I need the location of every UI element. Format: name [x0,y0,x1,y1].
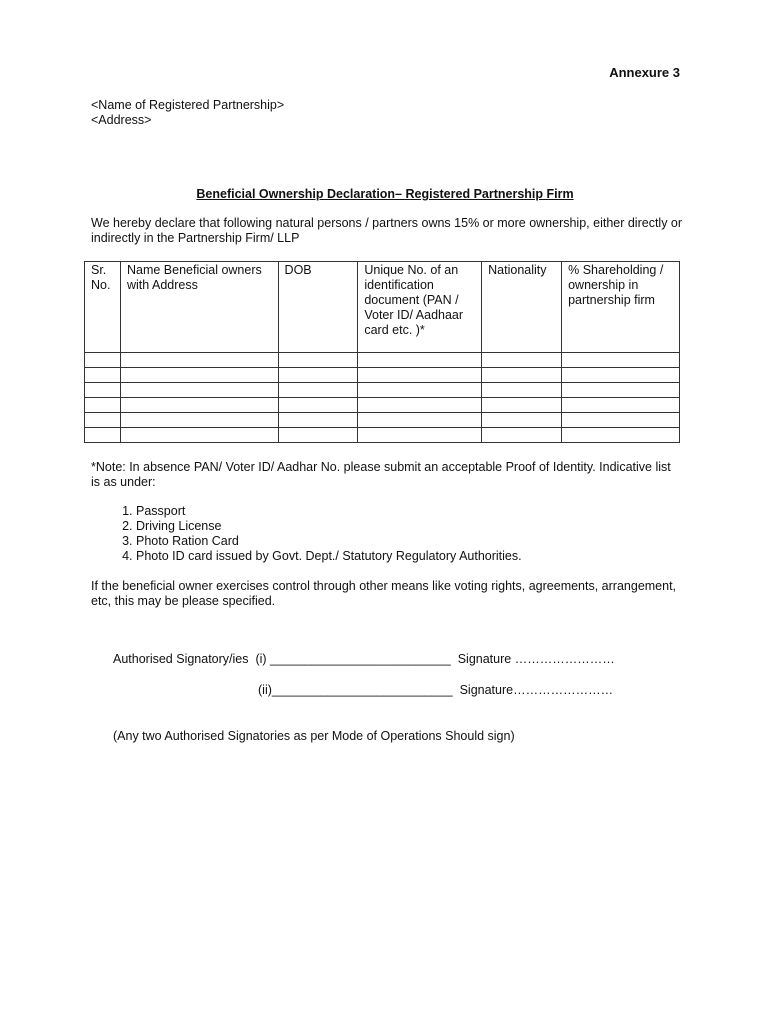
table-cell[interactable] [85,428,121,443]
table-header-cell [562,262,680,353]
table-body [85,353,680,443]
table-cell[interactable] [562,428,680,443]
table-header-cell [278,262,358,353]
table-cell[interactable] [278,398,358,413]
table-cell[interactable] [120,353,278,368]
address-placeholder: <Address> [91,113,152,127]
table-row [85,368,680,383]
table-cell[interactable] [562,368,680,383]
table-cell[interactable] [482,398,562,413]
table-row [85,398,680,413]
header-line: card etc. )* [364,323,425,337]
table-cell[interactable] [278,383,358,398]
table-cell[interactable] [358,398,482,413]
signatory-line-2: (ii)__________________________ Signature…………………… [258,683,614,697]
table-cell[interactable] [120,428,278,443]
table-cell[interactable] [85,383,121,398]
id-proof-note: *Note: In absence PAN/ Voter ID/ Aadhar No. please submit an acceptable Proof of Identity. Indicative list is as under: [91,460,671,489]
header-line: Sr. [91,263,107,277]
table-cell[interactable] [85,368,121,383]
header-line: Unique No. of an [364,263,459,277]
table-cell[interactable] [120,413,278,428]
table-cell[interactable] [482,428,562,443]
table-header-cell [120,262,278,353]
table-row [85,353,680,368]
header-line: DOB [284,263,312,277]
table-cell[interactable] [120,398,278,413]
header-line: Voter ID/ Aadhaar [364,308,464,322]
table-cell[interactable] [85,398,121,413]
document-title: Beneficial Ownership Declaration– Registered Partnership Firm [196,187,574,201]
list-item: 3. Photo Ration Card [136,534,696,549]
header-line: identification [364,278,434,292]
signatory-line-1: Authorised Signatory/ies (i) __________________________ Signature …………………… [113,652,615,666]
table-row [85,413,680,428]
annexure-label: Annexure 3 [609,65,680,80]
table-cell[interactable] [358,383,482,398]
table-cell[interactable] [562,383,680,398]
partnership-name-placeholder: <Name of Registered Partnership> [91,98,285,112]
table-header-cell [358,262,482,353]
table-cell[interactable] [358,353,482,368]
list-item: 1. Passport [136,504,696,519]
table-header-row [85,262,680,353]
header-line: ownership in [568,278,639,292]
list-item: 2. Driving License [136,519,696,534]
table-cell[interactable] [358,413,482,428]
table-cell[interactable] [278,368,358,383]
table-header-cell [482,262,562,353]
table-cell[interactable] [85,353,121,368]
header-line: % Shareholding / [568,263,664,277]
header-line: Nationality [488,263,547,277]
signing-instruction: (Any two Authorised Signatories as per Mode of Operations Should sign) [113,729,515,743]
table-cell[interactable] [482,353,562,368]
beneficial-owners-table [84,261,680,443]
table-cell[interactable] [482,383,562,398]
table-row [85,383,680,398]
table-cell[interactable] [85,413,121,428]
header-line: Name Beneficial owners [126,263,262,277]
table-cell[interactable] [482,368,562,383]
table-cell[interactable] [482,413,562,428]
table-cell[interactable] [358,428,482,443]
table-header-cell [85,262,121,353]
table-cell[interactable] [562,413,680,428]
table-cell[interactable] [278,428,358,443]
control-note: If the beneficial owner exercises control through other means like voting rights, agreements, arrangement, etc, this may be please specified. [91,579,677,608]
header-line: partnership firm [568,293,655,307]
table-row [85,428,680,443]
table-cell[interactable] [120,383,278,398]
header-line: No. [91,278,111,292]
table-cell[interactable] [562,398,680,413]
header-line: document (PAN / [364,293,459,307]
table-cell[interactable] [120,368,278,383]
id-proof-list [91,504,696,564]
address-block [91,98,284,128]
table-cell[interactable] [562,353,680,368]
table-cell[interactable] [278,353,358,368]
table-cell[interactable] [278,413,358,428]
table-cell[interactable] [358,368,482,383]
header-line: with Address [126,278,198,292]
list-item: 4. Photo ID card issued by Govt. Dept./ Statutory Regulatory Authorities. [136,549,696,564]
declaration-intro: We hereby declare that following natural persons / partners owns 15% or more ownership, either directly or indirectly in the Partnership Firm/ LLP [91,216,683,245]
